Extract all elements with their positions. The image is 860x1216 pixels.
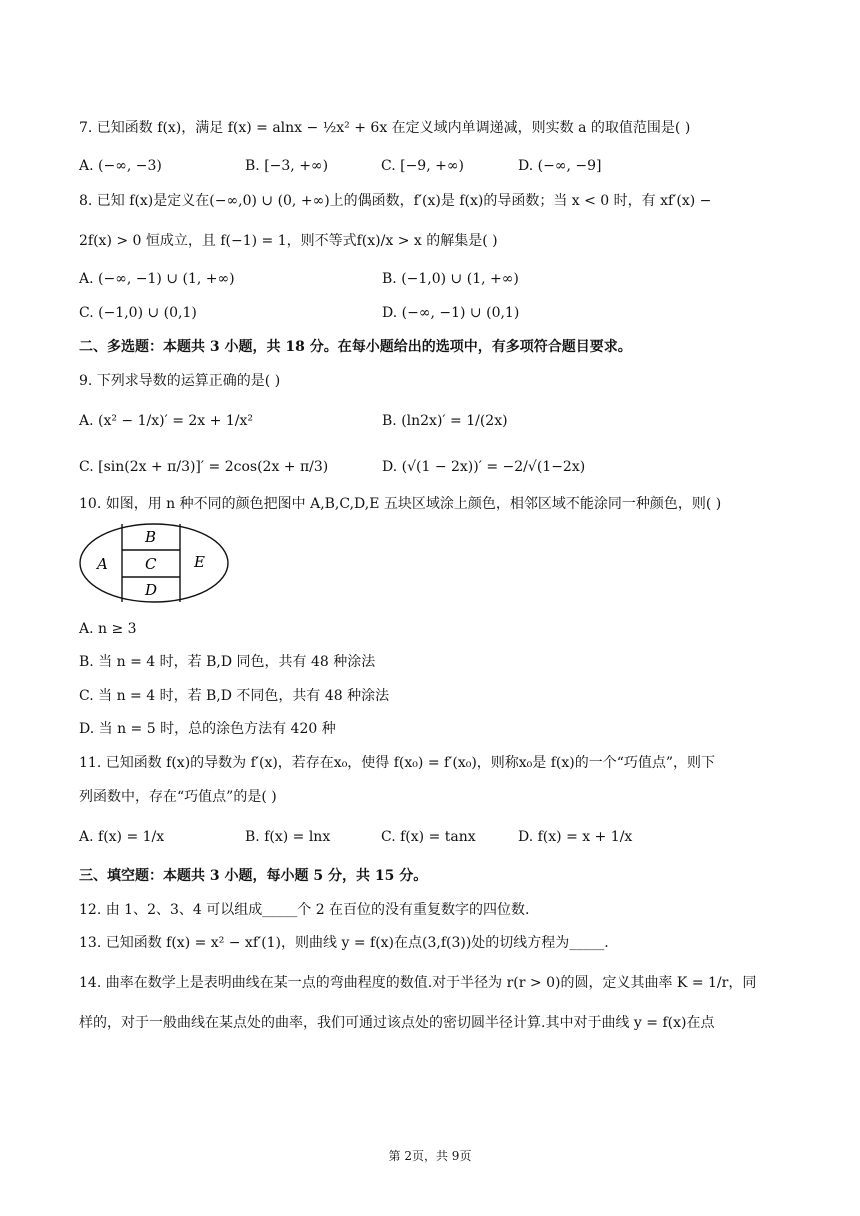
section-fill-heading: 三、填空题：本题共 3 小题，每小题 5 分，共 15 分。 [79, 868, 428, 884]
q14-stem-line1: 14. 曲率在数学上是表明曲线在某一点的弯曲程度的数值.对于半径为 r(r > 0)的圆，定义其曲率 K = 1/r，同 [79, 975, 757, 991]
q7-stem: 7. 已知函数 f(x)，满足 f(x) = alnx − ½x² + 6x 在定义域内单调递减，则实数 a 的取值范围是( ) [79, 120, 691, 136]
q9-option-b: B. (ln2x)′ = 1/(2x) [382, 413, 508, 429]
region-label-d: D [145, 581, 158, 599]
q7-option-a: A. (−∞, −3) [79, 158, 162, 174]
q10-option-d: D. 当 n = 5 时，总的涂色方法有 420 种 [79, 721, 336, 737]
q8-option-b: B. (−1,0) ∪ (1, +∞) [382, 271, 519, 287]
q7-option-c: C. [−9, +∞) [381, 158, 464, 174]
page-footer: 第 2页，共 9页 [388, 1149, 472, 1163]
region-label-b: B [145, 528, 157, 546]
q8-stem-line2: 2f(x) > 0 恒成立，且 f(−1) = 1，则不等式f(x)/x > x 的解集是( ) [79, 233, 498, 249]
region-label-a: A [97, 555, 108, 573]
q10-stem: 10. 如图，用 n 种不同的颜色把图中 A,B,C,D,E 五块区域涂上颜色，相邻区域不能涂同一种颜色，则( ) [79, 496, 722, 512]
region-label-c: C [145, 555, 157, 573]
q8-option-a: A. (−∞, −1) ∪ (1, +∞) [79, 271, 235, 287]
q9-option-a: A. (x² − 1/x)′ = 2x + 1/x² [79, 413, 253, 429]
region-label-e: E [194, 553, 205, 571]
q11-option-d: D. f(x) = x + 1/x [518, 829, 633, 845]
q12-stem: 12. 由 1、2、3、4 可以组成_____个 2 在百位的没有重复数字的四位数. [79, 902, 530, 918]
q10-option-b: B. 当 n = 4 时，若 B,D 同色，共有 48 种涂法 [79, 654, 376, 670]
q14-stem-line2: 样的，对于一般曲线在某点处的曲率，我们可通过该点处的密切圆半径计算.其中对于曲线 y = f(x)在点 [79, 1015, 715, 1031]
q10-option-c: C. 当 n = 4 时，若 B,D 不同色，共有 48 种涂法 [79, 688, 390, 704]
q11-option-c: C. f(x) = tanx [381, 829, 476, 845]
q11-option-a: A. f(x) = 1/x [79, 829, 165, 845]
q9-option-c: C. [sin(2x + π/3)]′ = 2cos(2x + π/3) [79, 459, 329, 475]
q10-option-a: A. n ≥ 3 [79, 621, 137, 637]
q11-option-b: B. f(x) = lnx [245, 829, 331, 845]
section-multi-heading: 二、多选题：本题共 3 小题，共 18 分。在每小题给出的选项中，有多项符合题目要求。 [79, 339, 632, 355]
q8-stem-line1: 8. 已知 f(x)是定义在(−∞,0) ∪ (0, +∞)上的偶函数，f′(x)是 f(x)的导函数；当 x < 0 时，有 xf′(x) − [79, 193, 712, 209]
q9-stem: 9. 下列求导数的运算正确的是( ) [79, 373, 281, 389]
q13-stem: 13. 已知函数 f(x) = x² − xf′(1)，则曲线 y = f(x)在点(3,f(3))处的切线方程为_____. [79, 935, 609, 951]
q8-option-c: C. (−1,0) ∪ (0,1) [79, 305, 197, 321]
q11-stem-line2: 列函数中，存在“巧值点”的是( ) [79, 789, 277, 805]
q11-stem-line1: 11. 已知函数 f(x)的导数为 f′(x)，若存在x₀，使得 f(x₀) = f′(x₀)，则称x₀是 f(x)的一个“巧值点”，则下 [79, 755, 716, 771]
q7-option-b: B. [−3, +∞) [245, 158, 329, 174]
q9-option-d: D. (√(1 − 2x))′ = −2/√(1−2x) [382, 459, 586, 475]
region-figure [76, 519, 236, 609]
q7-option-d: D. (−∞, −9] [518, 158, 602, 174]
q8-option-d: D. (−∞, −1) ∪ (0,1) [382, 305, 520, 321]
